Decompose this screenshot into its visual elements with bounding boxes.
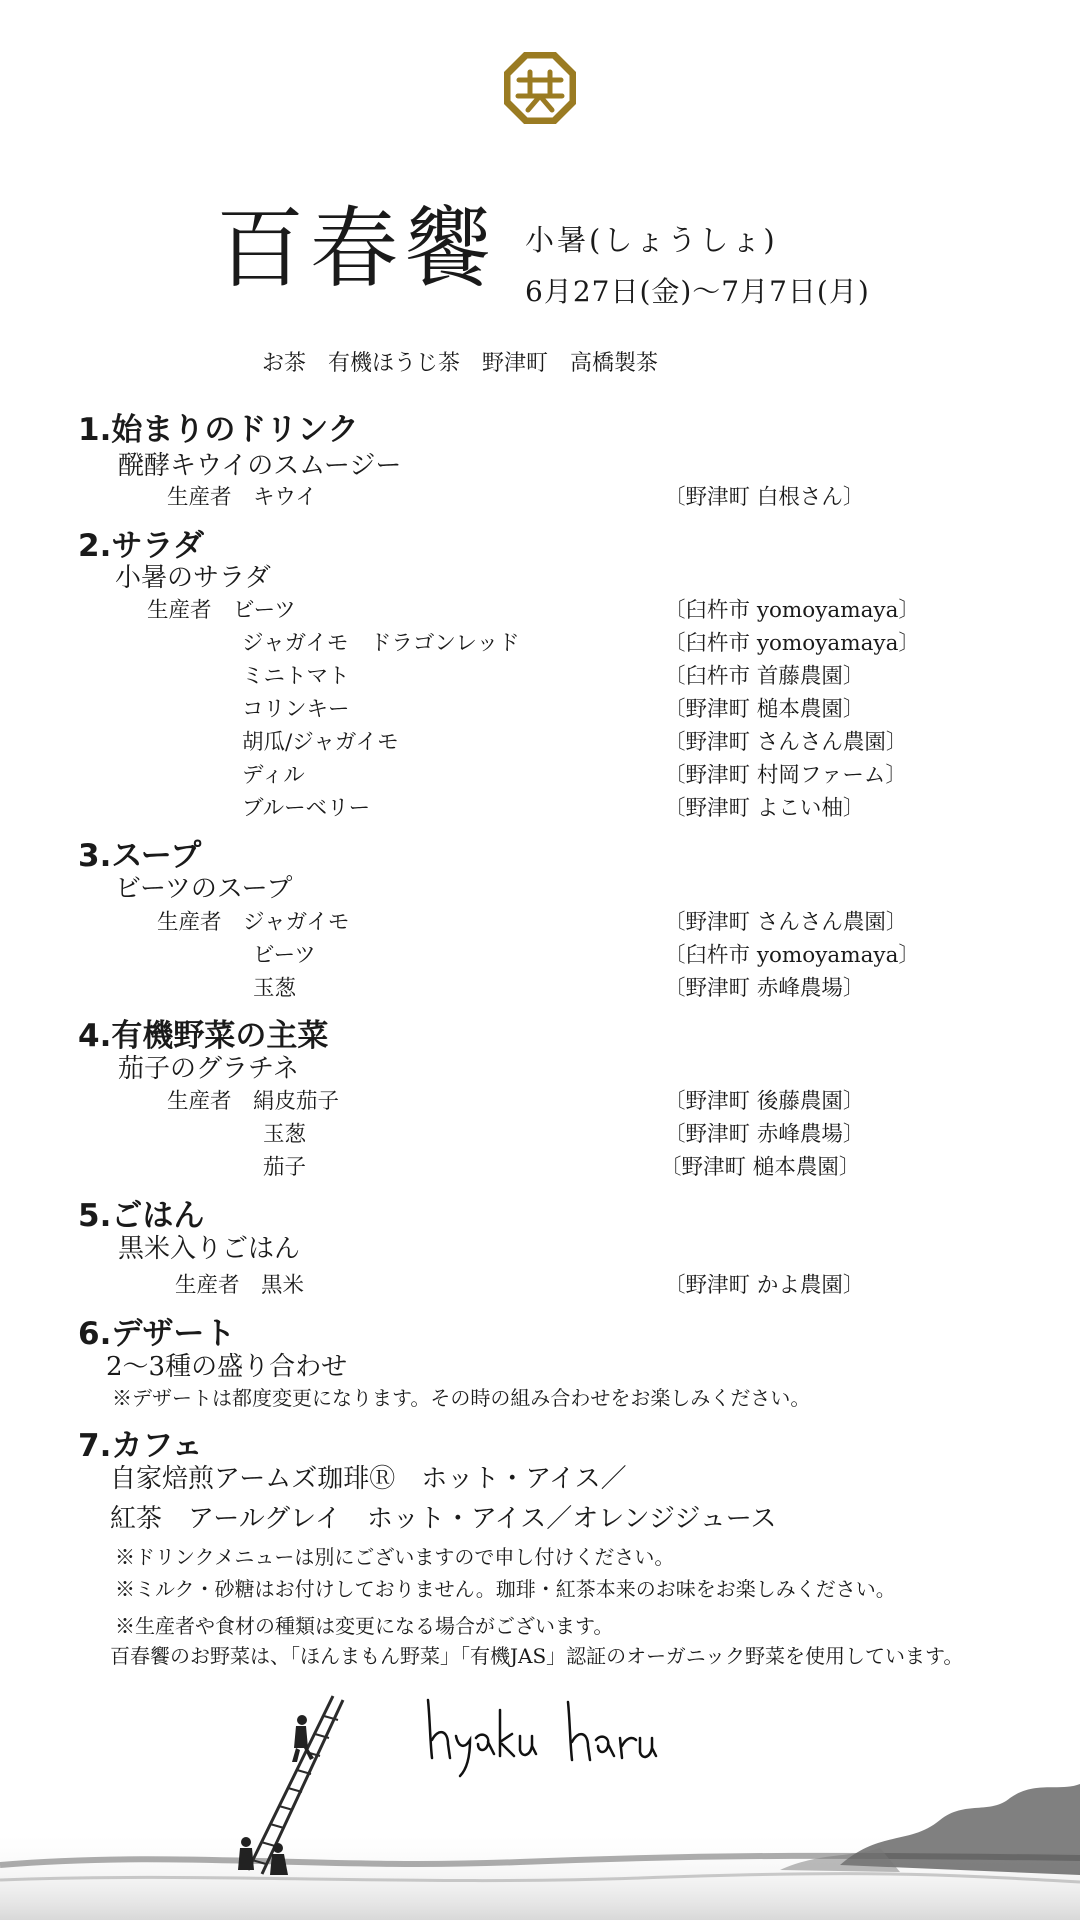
ingredient-label: 玉葱 (253, 976, 297, 1001)
footer-note: ※生産者や食材の種類は変更になる場合がございます。 (115, 1614, 614, 1638)
ingredient-source: 〔野津町 赤峰農場〕 (664, 1122, 865, 1147)
cafe-note: ※ミルク・砂糖はお付けしておりません。珈琲・紅茶本来のお味をお楽しみください。 (115, 1577, 896, 1601)
ingredient-source: 〔野津町 さんさん農園〕 (664, 910, 908, 935)
ingredient-label: ディル (242, 763, 305, 788)
dish-name: 2〜3種の盛り合わせ (106, 1352, 348, 1382)
ingredient-source: 〔臼杵市 首藤農園〕 (664, 664, 865, 689)
ingredient-source: 〔野津町 白根さん〕 (664, 485, 865, 510)
ingredient-source: 〔臼杵市 yomoyamaya〕 (664, 598, 920, 623)
ingredient-source: 〔野津町 槌本農園〕 (660, 1155, 861, 1180)
ingredient-source: 〔野津町 後藤農園〕 (664, 1089, 865, 1114)
dish-name: 黒米入りごはん (118, 1234, 301, 1264)
dish-name: 茄子のグラチネ (118, 1054, 299, 1084)
ingredient-source: 〔野津町 槌本農園〕 (664, 697, 865, 722)
ingredient-label: 生産者 黒米 (175, 1273, 305, 1298)
date-range: 6月27日(金)〜7月7日(月) (525, 275, 870, 308)
ingredient-label: 生産者 ジャガイモ (157, 910, 350, 935)
ingredient-source: 〔野津町 かよ農園〕 (664, 1273, 865, 1298)
tea-info: お茶 有機ほうじ茶 野津町 高橋製茶 (262, 351, 659, 376)
dessert-note: ※デザートは都度変更になります。その時の組み合わせをお楽しみください。 (112, 1386, 811, 1410)
ingredient-source: 〔臼杵市 yomoyamaya〕 (664, 943, 920, 968)
ingredient-label: 生産者 ビーツ (147, 598, 296, 623)
footer-note: 百春饗のお野菜は、「ほんまもん野菜」「有機JAS」認証のオーガニック野菜を使用しています。 (110, 1644, 964, 1668)
section-title-drink: 1.始まりのドリンク (78, 412, 359, 448)
dish-name: ビーツのスープ (115, 874, 293, 904)
cafe-note: ※ドリンクメニューは別にございますので申し付けください。 (115, 1545, 675, 1569)
ingredient-label: 生産者 絹皮茄子 (167, 1089, 340, 1114)
section-title-dessert: 6.デザート (78, 1316, 236, 1352)
season-name: 小暑(しょうしょ) (525, 223, 778, 257)
section-title-rice: 5.ごはん (78, 1198, 205, 1234)
section-title-cafe: 7.カフェ (78, 1428, 203, 1464)
hyakuharu-logo-icon (504, 52, 576, 124)
ingredient-source: 〔野津町 よこい柚〕 (664, 796, 865, 821)
ingredient-label: ジャガイモ ドラゴンレッド (242, 631, 520, 656)
ingredient-label: 胡瓜/ジャガイモ (242, 730, 399, 755)
ingredient-label: ミニトマト (242, 664, 350, 689)
ingredient-label: 茄子 (263, 1155, 307, 1180)
section-title-soup: 3.スープ (78, 838, 202, 874)
dish-name: 小暑のサラダ (115, 563, 271, 593)
ingredient-label: 玉葱 (263, 1122, 307, 1147)
section-title-salad: 2.サラダ (78, 528, 205, 564)
ingredient-source: 〔臼杵市 yomoyamaya〕 (664, 631, 920, 656)
footer-illustration (0, 1680, 1080, 1920)
ingredient-source: 〔野津町 村岡ファーム〕 (664, 763, 907, 788)
dish-name: 醗酵キウイのスムージー (118, 451, 402, 481)
page-title: 百春饗 (216, 197, 499, 300)
ingredient-source: 〔野津町 赤峰農場〕 (664, 976, 865, 1001)
ingredient-source: 〔野津町 さんさん農園〕 (664, 730, 908, 755)
ingredient-label: コリンキー (242, 697, 350, 722)
ingredient-label: ブルーベリー (242, 796, 371, 821)
ingredient-label: 生産者 キウイ (167, 485, 317, 510)
cafe-line: 自家焙煎アームズ珈琲Ⓡ ホット・アイス／ (110, 1464, 627, 1494)
section-title-main: 4.有機野菜の主菜 (78, 1018, 329, 1054)
cafe-line: 紅茶 アールグレイ ホット・アイス／オレンジジュース (110, 1504, 777, 1534)
ingredient-label: ビーツ (253, 943, 316, 968)
